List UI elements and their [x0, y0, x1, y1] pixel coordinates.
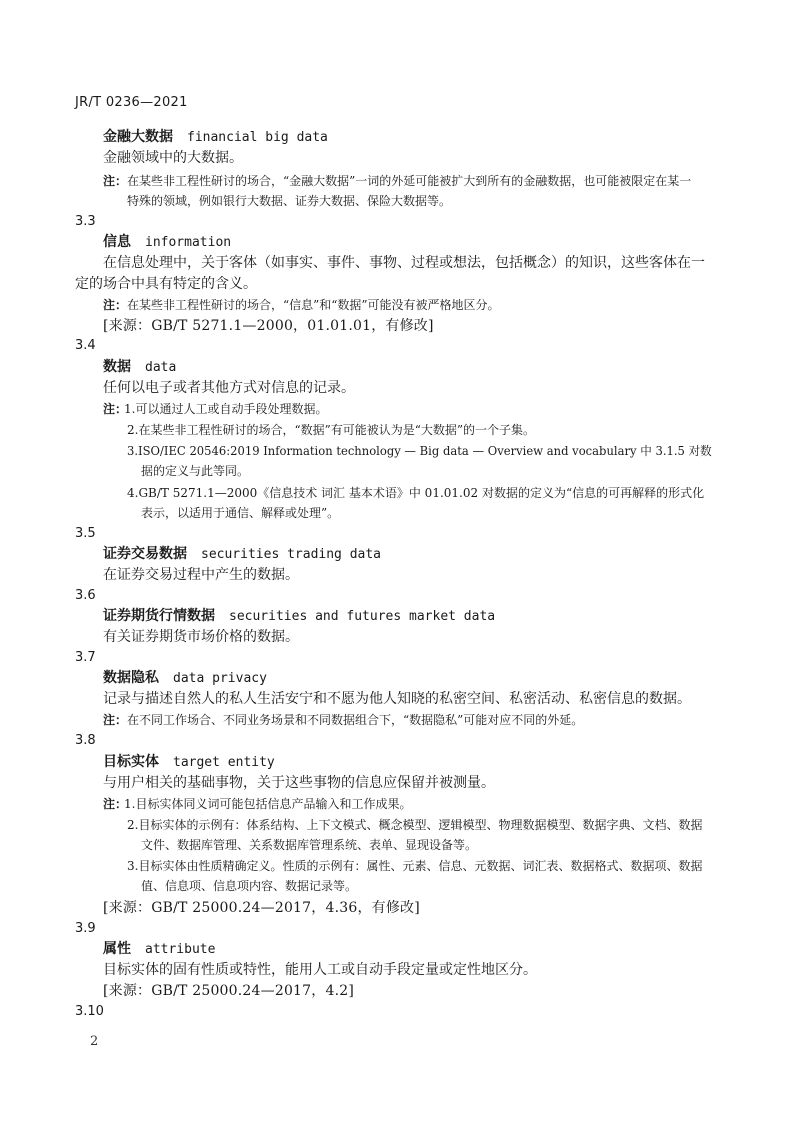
- term-chinese: 数据隐私: [103, 670, 159, 686]
- term-heading: [103, 940, 215, 959]
- note-label: 注：: [103, 402, 128, 416]
- term-heading: [103, 545, 381, 564]
- term-english: securities and futures market data: [229, 609, 496, 624]
- clause-number: 3.10: [75, 1004, 104, 1019]
- term-definition: 有关证券期货市场价格的数据。: [103, 629, 299, 645]
- term-english: information: [145, 235, 232, 250]
- note-item: 4.GB/T 5271.1—2000《信息技术 词汇 基本术语》中 01.01.02 对数据的定义为“信息的可再解释的形式化: [127, 486, 705, 500]
- standard-code-header: JR/T 0236—2021: [75, 95, 188, 110]
- term-definition: 记录与描述自然人的私人生活安宁和不愿为他人知晓的私密空间、私密活动、私密信息的数据。: [103, 691, 691, 707]
- page-number: 2: [90, 1034, 99, 1049]
- note-item: 2.目标实体的示例有：体系结构、上下文模式、概念模型、逻辑模型、物理数据模型、数据字典、文档、数据: [127, 818, 703, 832]
- term-definition: 定的场合中具有特定的含义。: [75, 276, 257, 292]
- clause-number: 3.3: [75, 214, 96, 229]
- term-definition: 在证券交易过程中产生的数据。: [103, 567, 299, 583]
- term-chinese: 数据: [103, 359, 131, 375]
- term-chinese: 证券期货行情数据: [103, 608, 215, 624]
- source-reference: [来源：GB/T 25000.24—2017，4.2]: [103, 983, 354, 999]
- term-definition: 任何以电子或者其他方式对信息的记录。: [103, 380, 355, 396]
- note-label: 注：: [103, 174, 128, 188]
- term-heading: [103, 669, 267, 688]
- clause-number: 3.4: [75, 338, 96, 353]
- note-text: 在某些非工程性研讨的场合，“信息”和“数据”可能没有被严格地区分。: [127, 298, 500, 312]
- clause-number: 3.5: [75, 526, 96, 541]
- term-english: data: [145, 360, 177, 375]
- note-text: 在不同工作场合、不同业务场景和不同数据组合下，“数据隐私”可能对应不同的外延。: [127, 713, 584, 727]
- note-item: 1.可以通过人工或自动手段处理数据。: [124, 402, 328, 416]
- note-label: 注：: [103, 797, 128, 811]
- term-definition: 金融领域中的大数据。: [103, 150, 243, 166]
- term-heading: [103, 607, 495, 626]
- term-chinese: 信息: [103, 234, 131, 250]
- note-item: 1.目标实体同义词可能包括信息产品输入和工作成果。: [124, 797, 412, 811]
- note-item-continuation: 文件、数据库管理、关系数据库管理系统、表单、显现设备等。: [141, 838, 478, 852]
- term-definition: 与用户相关的基础事物，关于这些事物的信息应保留并被测量。: [103, 775, 495, 791]
- note-item-continuation: 据的定义与此等同。: [141, 464, 250, 478]
- note-label: 注：: [103, 298, 128, 312]
- clause-number: 3.6: [75, 588, 96, 603]
- note-text: 特殊的领域，例如银行大数据、证券大数据、保险大数据等。: [127, 194, 452, 208]
- note-item: 2.在某些非工程性研讨的场合，“数据”有可能被认为是“大数据”的一个子集。: [127, 423, 535, 437]
- term-heading: [103, 128, 328, 147]
- term-english: attribute: [145, 942, 216, 957]
- term-english: data privacy: [173, 671, 267, 686]
- clause-number: 3.9: [75, 921, 96, 936]
- term-definition: 目标实体的固有性质或特性，能用人工或自动手段定量或定性地区分。: [103, 962, 537, 978]
- term-definition: 在信息处理中，关于客体（如事实、事件、事物、过程或想法，包括概念）的知识，这些客体在一: [103, 255, 705, 271]
- term-english: securities trading data: [201, 547, 382, 562]
- term-heading: [103, 233, 231, 252]
- note-item: 3.ISO/IEC 20546:2019 Information technology — Big data — Overview and vocabulary 中 3.1.5 对数: [127, 444, 712, 458]
- clause-number: 3.7: [75, 650, 96, 665]
- term-chinese: 证券交易数据: [103, 546, 187, 562]
- term-chinese: 目标实体: [103, 754, 159, 770]
- source-reference: [来源：GB/T 25000.24—2017，4.36，有修改]: [103, 900, 420, 916]
- source-reference: [来源：GB/T 5271.1—2000，01.01.01，有修改]: [103, 318, 434, 334]
- term-heading: [103, 358, 176, 377]
- note-item: 3.目标实体由性质精确定义。性质的示例有：属性、元素、信息、元数据、词汇表、数据格式、数据项、数据: [127, 859, 703, 873]
- term-heading: [103, 753, 275, 772]
- term-english: financial big data: [187, 130, 328, 145]
- note-text: 在某些非工程性研讨的场合，“金融大数据”一词的外延可能被扩大到所有的金融数据，也可能被限定在某一: [127, 174, 692, 188]
- term-chinese: 属性: [103, 941, 131, 957]
- note-item-continuation: 值、信息项、信息项内容、数据记录等。: [141, 879, 358, 893]
- note-item-continuation: 表示，以适用于通信、解释或处理”。: [141, 506, 340, 520]
- clause-number: 3.8: [75, 733, 96, 748]
- note-label: 注：: [103, 713, 128, 727]
- term-english: target entity: [173, 755, 275, 770]
- term-chinese: 金融大数据: [103, 129, 173, 145]
